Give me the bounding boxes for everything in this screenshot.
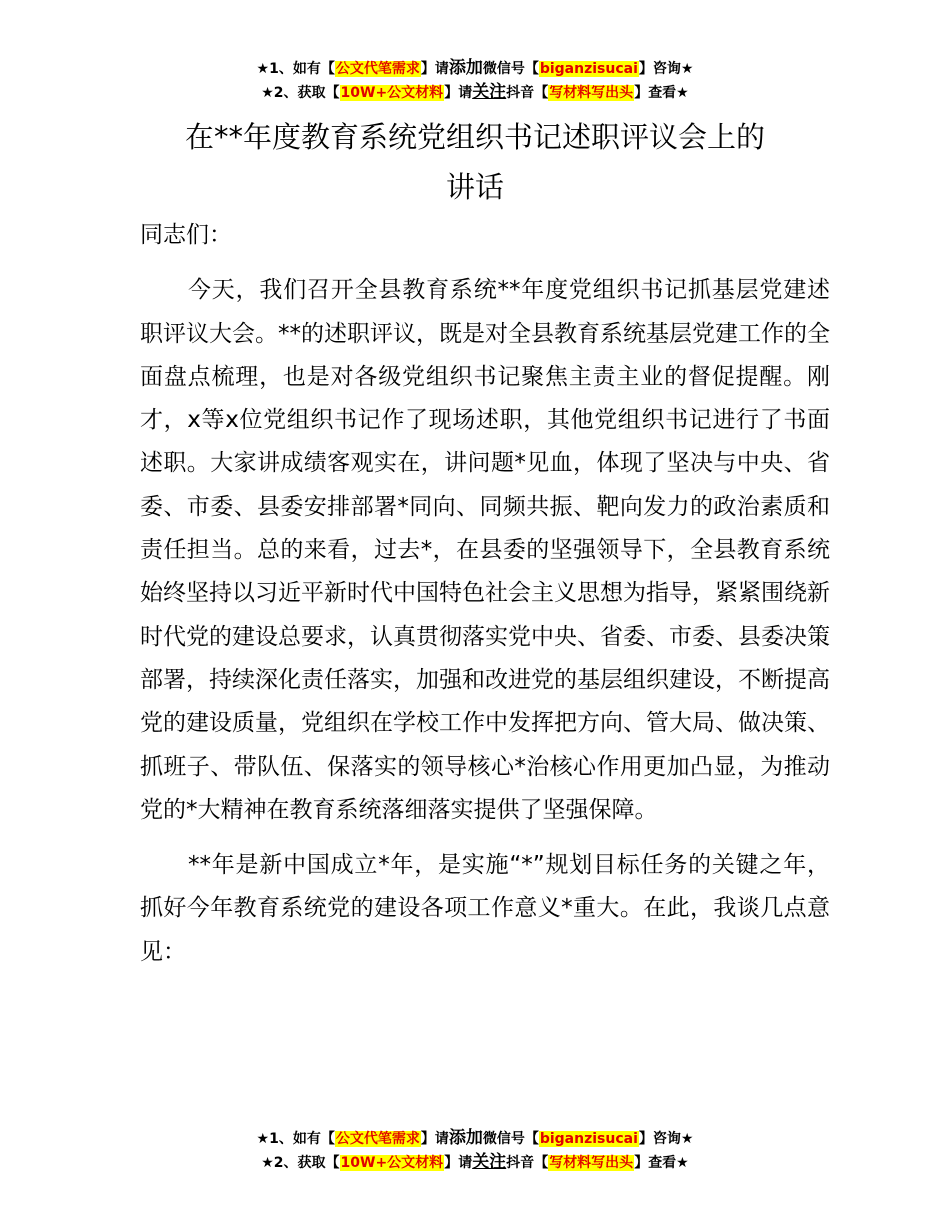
banner-text: 抖音 (506, 1155, 535, 1171)
highlight-wechat-id: biganzisucai (539, 61, 638, 77)
footer-banner (0, 1127, 950, 1175)
bracket: 【 (524, 61, 539, 77)
bracket: 】 (638, 1131, 653, 1147)
title-line-2: 讲话 (445, 170, 504, 204)
highlight-douyin-id: 写材料写出头 (549, 85, 634, 101)
banner-emphasis: 添加 (448, 58, 483, 78)
banner-emphasis: 添加 (448, 1128, 483, 1148)
bracket: 】 (634, 1155, 649, 1171)
banner-text: ★1、如有 (256, 61, 321, 77)
banner-line-2 (0, 81, 950, 105)
banner-text: 查看★ (648, 85, 689, 101)
banner-line-1 (0, 1127, 950, 1151)
banner-text: 微信号 (482, 1131, 525, 1147)
highlight-douyin-id: 写材料写出头 (549, 1155, 634, 1171)
paragraph-2: **年是新中国成立*年，是实施“*”规划目标任务的关键之年，抓好今年教育系统党的建设各项工作意义*重大。在此，我谈几点意见： (140, 852, 830, 965)
highlight-materials: 10W+公文材料 (340, 1155, 444, 1171)
banner-text: 请 (458, 85, 473, 101)
bracket: 【 (320, 1131, 335, 1147)
banner-text: ★2、获取 (261, 1155, 326, 1171)
banner-text: ★1、如有 (256, 1131, 321, 1147)
highlight-service: 公文代笔需求 (335, 1131, 420, 1147)
document-body (140, 214, 830, 986)
bracket: 【 (325, 85, 340, 101)
banner-text: 咨询★ (652, 1131, 694, 1147)
document-title (0, 112, 950, 212)
bracket: 【 (320, 61, 335, 77)
banner-text: 微信号 (482, 61, 525, 77)
bracket: 】 (634, 85, 649, 101)
banner-emphasis: 关注 (472, 82, 507, 102)
bracket: 】 (444, 85, 459, 101)
bracket: 】 (420, 1131, 435, 1147)
bracket: 】 (420, 61, 435, 77)
bracket: 】 (444, 1155, 459, 1171)
title-line-1: 在**年度教育系统党组织书记述职评议会上的 (184, 120, 765, 154)
banner-text: 咨询★ (652, 61, 694, 77)
banner-text: ★2、获取 (261, 85, 326, 101)
banner-text: 抖音 (506, 85, 535, 101)
bracket: 【 (524, 1131, 539, 1147)
banner-line-1 (0, 57, 950, 81)
banner-text: 请 (458, 1155, 473, 1171)
highlight-service: 公文代笔需求 (335, 61, 420, 77)
bracket: 【 (534, 1155, 549, 1171)
greeting: 同志们： (140, 222, 232, 248)
highlight-materials: 10W+公文材料 (340, 85, 444, 101)
bracket: 【 (534, 85, 549, 101)
highlight-wechat-id: biganzisucai (539, 1131, 638, 1147)
banner-text: 请 (434, 1131, 449, 1147)
banner-text: 请 (434, 61, 449, 77)
bracket: 【 (325, 1155, 340, 1171)
banner-emphasis: 关注 (472, 1152, 507, 1172)
header-banner (0, 57, 950, 105)
banner-text: 查看★ (648, 1155, 689, 1171)
banner-line-2 (0, 1151, 950, 1175)
bracket: 】 (638, 61, 653, 77)
paragraph-1: 今天，我们召开全县教育系统**年度党组织书记抓基层党建述职评议大会。**的述职评议，既是对全县教育系统基层党建工作的全面盘点梳理，也是对各级党组织书记聚焦主责主业的督促提醒。刚才，x等x位党组织书记作了现场述职，其他党组织书记进行了书面述职。大家讲成绩客观实在，讲问题*见血，体现了坚决与中央、省委、市委、县委安排部署*同向、同频共振、靶向发力的政治素质和责任担当。总的来看，过去*，在县委的坚强领导下，全县教育系统始终坚持以习近平新时代中国特色社会主义思想为指导，紧紧围绕新时代党的建设总要求，认真贯彻落实党中央、省委、市委、县委决策部署，持续深化责任落实，加强和改进党的基层组织建设，不断提高党的建设质量，党组织在学校工作中发挥把方向、管大局、做决策、抓班子、带队伍、保落实的领导核心*治核心作用更加凸显，为推动党的*大精神在教育系统落细落实提供了坚强保障。 (140, 277, 830, 823)
